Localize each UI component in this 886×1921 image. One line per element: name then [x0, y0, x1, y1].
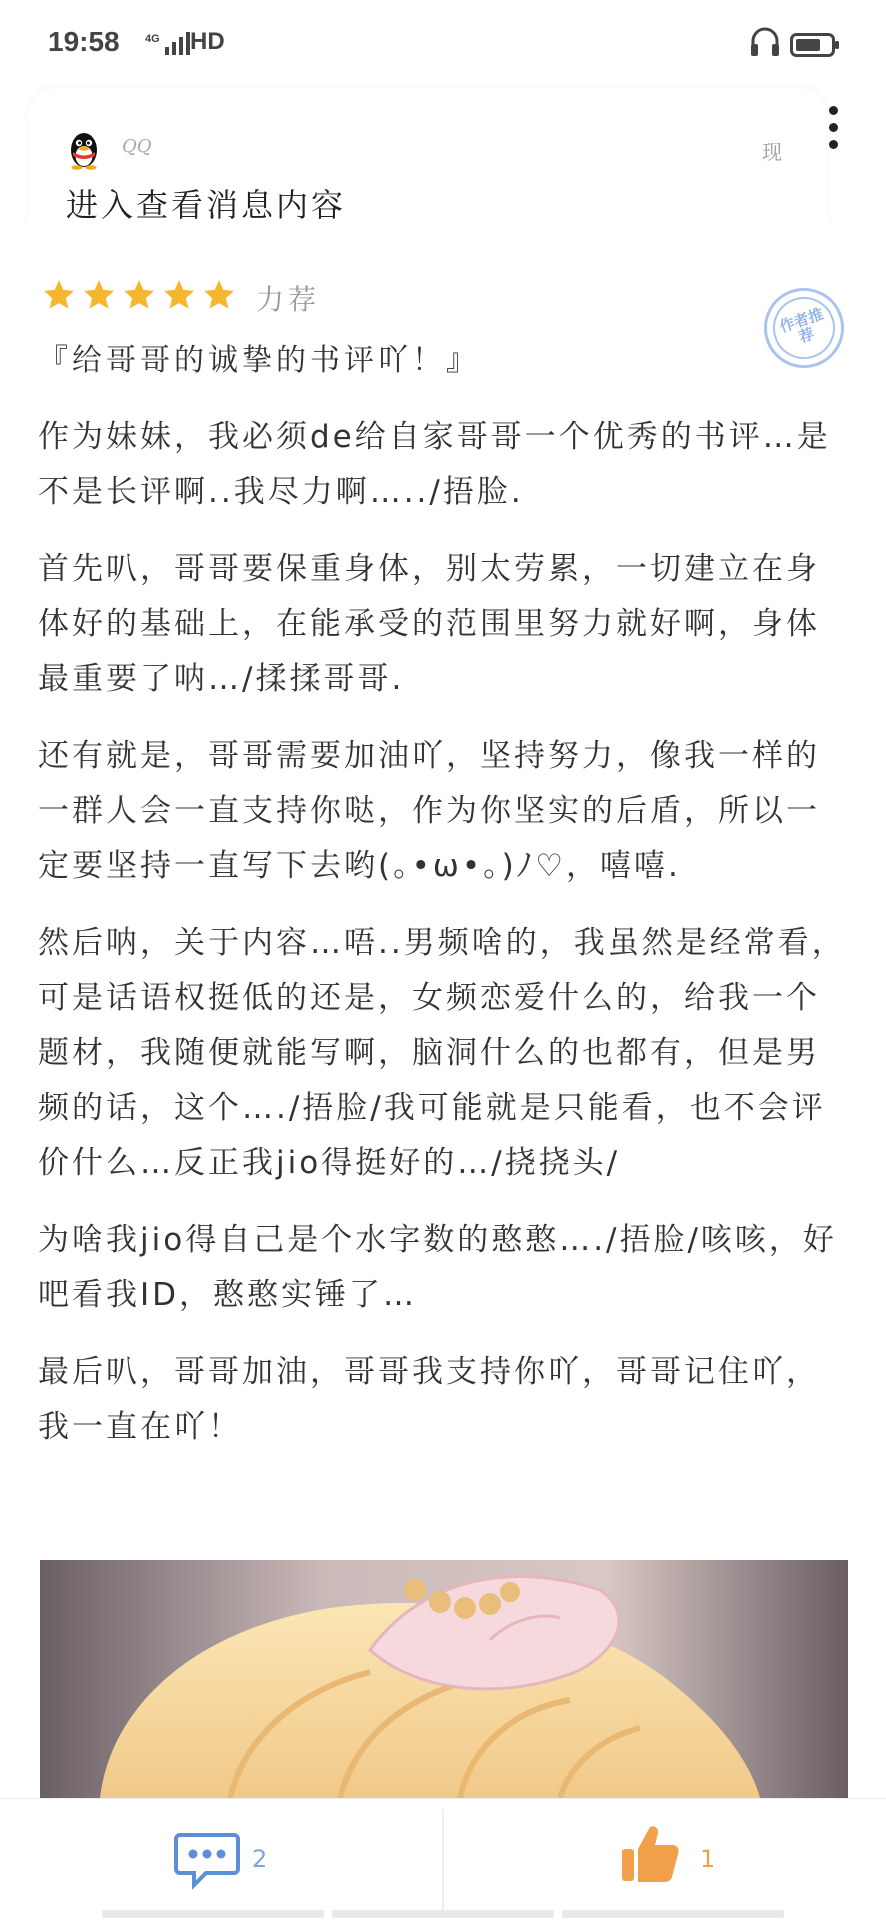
review-paragraph: 还有就是，哥哥需要加油吖，坚持努力，像我一样的一群人会一直支持你哒，作为你坚实的后盾，所以一定要坚持一直写下去哟(｡•ω•｡)ﾉ♡，嘻嘻. [38, 738, 820, 884]
review-image[interactable] [40, 1560, 848, 1798]
review-paragraph: 然后呐，关于内容…唔..男频啥的，我虽然是经常看，可是话语权挺低的还是，女频恋爱什么的，给我一个题材，我随便就能写啊，脑洞什么的也都有，但是男频的话，这个…./捂脸/我可能就是只能看，也不会评价什么…反正我jio得挺好的…/挠挠头/ [38, 925, 846, 1181]
review-paragraph: 作为妹妹，我必须de给自家哥哥一个优秀的书评…是不是长评啊..我尽力啊…../捂脸. [38, 419, 831, 510]
comment-icon[interactable] [174, 1827, 240, 1893]
author-recommend-stamp [754, 278, 855, 379]
like-count: 1 [700, 1845, 716, 1873]
headset-icon [748, 26, 782, 60]
comment-count: 2 [252, 1845, 268, 1873]
status-time: 19:58 [48, 26, 120, 57]
qq-penguin-icon [66, 128, 102, 170]
home-indicator [102, 1910, 784, 1918]
notification-app-name: QQ [122, 136, 152, 157]
star-icon [202, 278, 236, 312]
review-body [38, 410, 848, 1477]
review-paragraph: 最后叭，哥哥加油，哥哥我支持你吖，哥哥记住吖，我一直在吖！ [38, 1354, 820, 1445]
star-icon [162, 278, 196, 312]
anime-girl-illustration [40, 1560, 848, 1798]
battery-icon [790, 33, 840, 57]
network-type: 4G [145, 33, 160, 45]
recommend-label: 力荐 [256, 283, 321, 316]
notification-time: 现 [762, 140, 782, 164]
star-icon [42, 278, 76, 312]
rating-stars [42, 278, 236, 312]
stamp-text: 作者推荐 [765, 289, 843, 367]
star-icon [122, 278, 156, 312]
review-title: 『给哥哥的诚挚的书评吖！』 [38, 343, 480, 378]
thumbs-up-icon[interactable] [620, 1823, 680, 1885]
star-icon [82, 278, 116, 312]
review-paragraph: 首先叭，哥哥要保重身体，别太劳累，一切建立在身体好的基础上，在能承受的范围里努力就好啊，身体最重要了呐…/揉揉哥哥. [38, 551, 820, 697]
review-paragraph: 为啥我jio得自己是个水字数的憨憨…./捂脸/咳咳，好吧看我ID，憨憨实锤了… [38, 1222, 837, 1313]
bottom-action-bar [0, 1798, 886, 1921]
divider [442, 1809, 444, 1911]
notification-title[interactable]: 进入查看消息内容 [66, 186, 347, 224]
hd-indicator: HD [190, 28, 225, 55]
more-options-icon[interactable] [818, 100, 850, 160]
signal-icon [145, 32, 190, 55]
status-bar [0, 0, 886, 88]
